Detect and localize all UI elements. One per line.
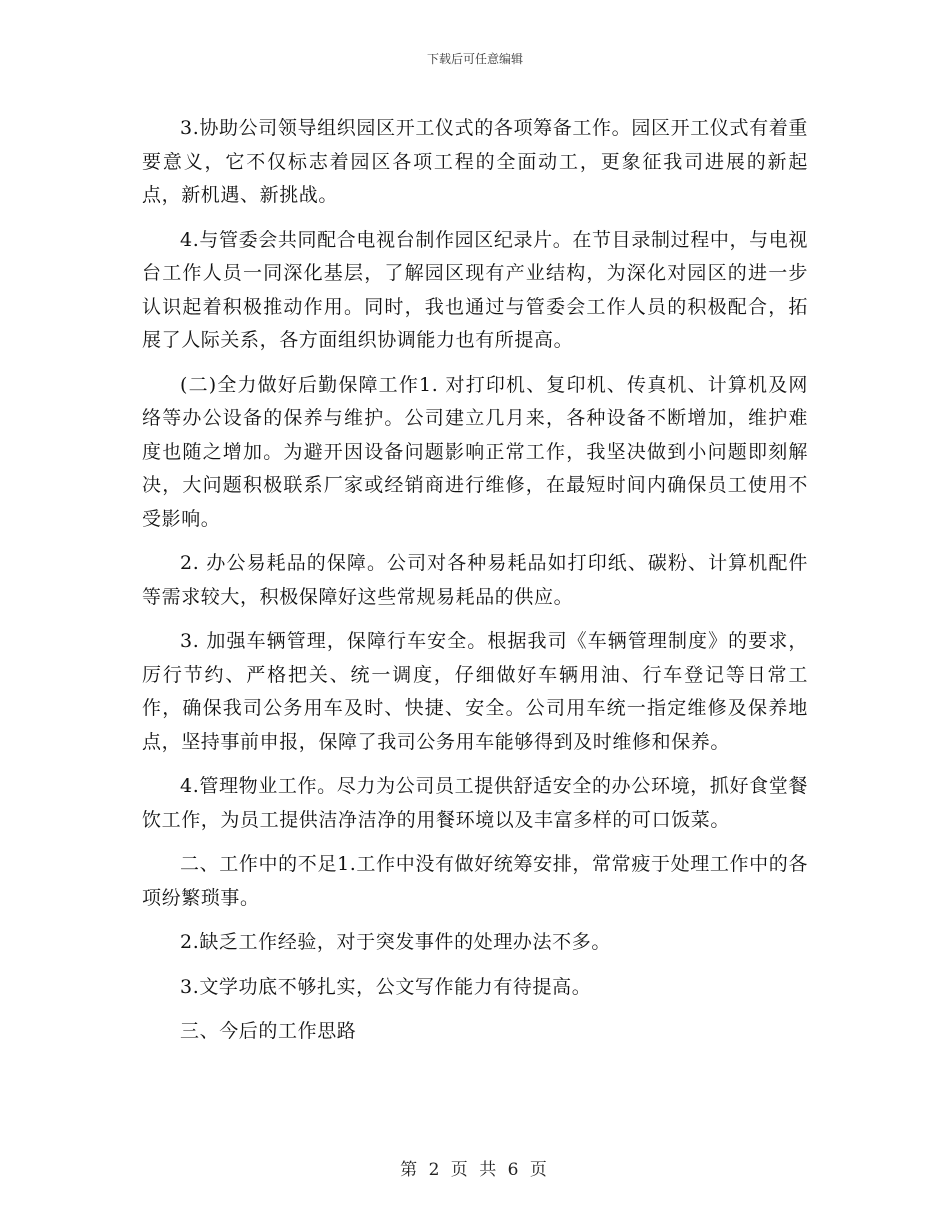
page-number-footer: 第 2 页 共 6 页 (400, 1160, 550, 1180)
paragraph-6: 4.管理物业工作。尽力为公司员工提供舒适安全的办公环境，抓好食堂餐饮工作，为员工提供洁净洁净的用餐环境以及丰富多样的可口饭菜。 (142, 775, 808, 831)
paragraph-9: 3.文学功底不够扎实，公文写作能力有待提高。 (180, 975, 592, 998)
paragraph-7: 二、工作中的不足1.工作中没有做好统筹安排，常常疲于处理工作中的各项纷繁琐事。 (142, 853, 808, 909)
page-header: 下载后可任意编辑 (426, 52, 523, 66)
paragraph-5: 3. 加强车辆管理，保障行车安全。根据我司《车辆管理制度》的要求，厉行节约、严格把关、统一调度，仔细做好车辆用油、行车登记等日常工作，确保我司公务用车及时、快捷、安全。公司用车统一指定维修及保养地点，坚持事前申报，保障了我司公务用车能够得到及时维修和保养。 (142, 630, 808, 753)
paragraph-8: 2.缺乏工作经验，对于突发事件的处理办法不多。 (180, 931, 611, 953)
document-body (142, 112, 808, 1060)
paragraph-2: 4.与管委会共同配合电视台制作园区纪录片。在节目录制过程中，与电视台工作人员一同深化基层，了解园区现有产业结构，为深化对园区的进一步认识起着积极推动作用。同时，我也通过与管委会工作人员的积极配合，拓展了人际关系，各方面组织协调能力也有所提高。 (142, 228, 808, 351)
paragraph-10: 三、今后的工作思路 (180, 1020, 357, 1042)
paragraph-4: 2. 办公易耗品的保障。公司对各种易耗品如打印纸、碳粉、计算机配件等需求较大，积极保障好这些常规易耗品的供应。 (142, 552, 808, 608)
paragraph-1: 3.协助公司领导组织园区开工仪式的各项筹备工作。园区开工仪式有着重要意义，它不仅标志着园区各项工程的全面动工，更象征我司进展的新起点，新机遇、新挑战。 (142, 117, 808, 206)
paragraph-3: (二)全力做好后勤保障工作1. 对打印机、复印机、传真机、计算机及网络等办公设备的保养与维护。公司建立几月来，各种设备不断增加，维护难度也随之增加。为避开因设备问题影响正常工作，我坚决做到小问题即刻解决，大问题积极联系厂家或经销商进行维修，在最短时间内确保员工使用不受影响。 (142, 373, 808, 530)
